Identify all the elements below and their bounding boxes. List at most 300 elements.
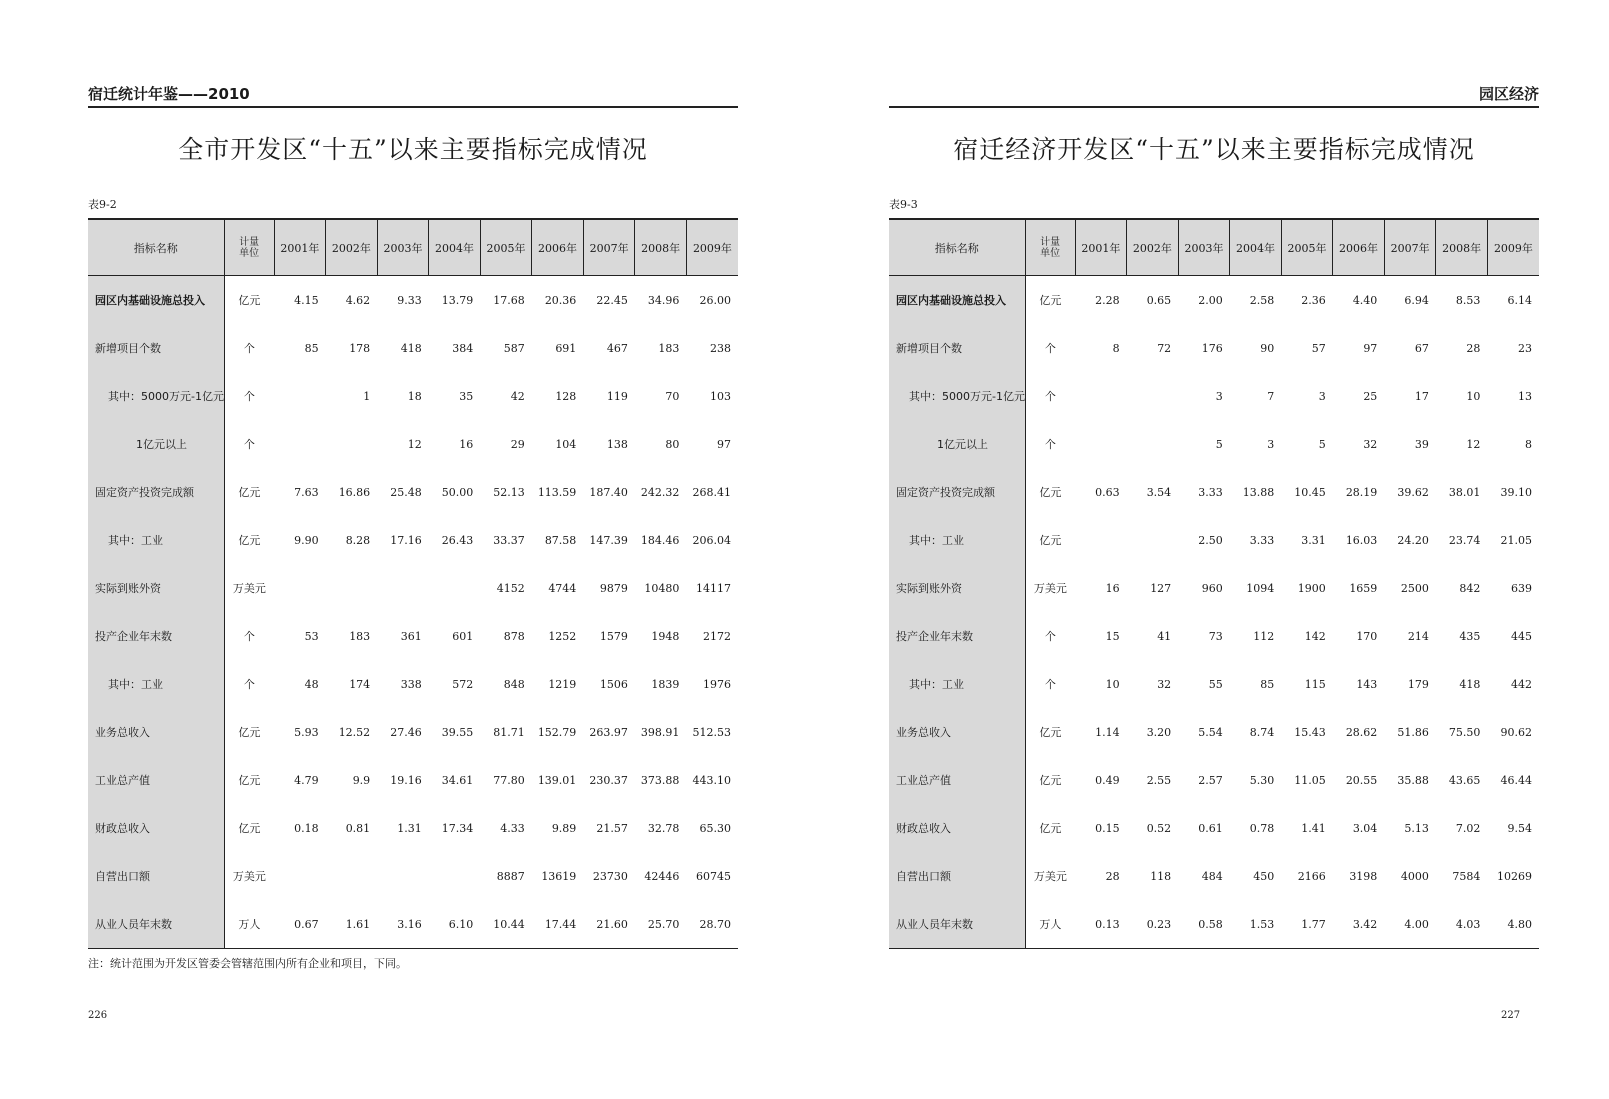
value-cell: [326, 852, 378, 900]
value-cell: 85: [1260, 677, 1275, 691]
value-cell: 24.20: [1397, 533, 1429, 547]
stat-table: [889, 218, 1539, 949]
indicator-name: 业务总收入: [889, 708, 1025, 756]
value-cell: 34.96: [647, 293, 680, 307]
value-cell: [1075, 420, 1127, 468]
value-cell: 32: [1157, 677, 1172, 691]
unit-cell: 万美元: [232, 870, 266, 883]
value-cell: 450: [1253, 869, 1275, 883]
value-cell: 16.86: [338, 485, 371, 499]
header-year: 2005年: [480, 219, 532, 276]
value-cell: 3: [1215, 389, 1223, 403]
value-cell: 81.71: [493, 725, 525, 739]
value-cell: 3.31: [1301, 533, 1326, 547]
value-cell: 1252: [548, 629, 577, 643]
value-cell: [274, 852, 326, 900]
value-cell: 48: [304, 677, 319, 691]
value-cell: 178: [349, 341, 371, 355]
table-row: [889, 372, 1539, 420]
value-cell: 1.14: [1095, 725, 1120, 739]
value-cell: 960: [1201, 581, 1223, 595]
unit-cell: 万人: [1025, 900, 1075, 949]
running-head-text: 园区经济: [1478, 85, 1539, 103]
indicator-name: 1亿元以上: [88, 420, 224, 468]
value-cell: 73: [1208, 629, 1223, 643]
value-cell: 19.16: [390, 773, 422, 787]
value-cell: 7.02: [1455, 821, 1481, 835]
header-year: 2006年: [532, 219, 584, 276]
value-cell: 1094: [1246, 581, 1275, 595]
header-unit: [224, 219, 274, 276]
value-cell: 16: [1105, 581, 1120, 595]
value-cell: 28.62: [1345, 725, 1378, 739]
header-unit-line1: 计量: [1040, 236, 1061, 248]
unit-cell: 亿元: [238, 294, 261, 307]
value-cell: 1976: [703, 677, 731, 691]
table-number: 表9-2: [88, 198, 117, 211]
unit-cell: 亿元: [1039, 486, 1062, 499]
value-cell: 128: [555, 389, 577, 403]
header-unit-line2: 单位: [239, 247, 260, 259]
value-cell: 0.78: [1249, 821, 1275, 835]
value-cell: 4.15: [294, 293, 319, 307]
unit-cell: 亿元: [238, 726, 261, 739]
value-cell: 23.74: [1448, 533, 1481, 547]
value-cell: 1659: [1349, 581, 1378, 595]
value-cell: 60745: [696, 869, 731, 883]
table-row: [889, 612, 1539, 660]
value-cell: 5.13: [1404, 821, 1429, 835]
indicator-name: 业务总收入: [88, 708, 224, 756]
value-cell: 2500: [1400, 581, 1429, 595]
table-row: [88, 804, 738, 852]
value-cell: 26.00: [699, 293, 731, 307]
value-cell: 484: [1201, 869, 1223, 883]
header-year: 2003年: [377, 219, 429, 276]
header-row: [88, 219, 738, 276]
page-number: 227: [1501, 1010, 1521, 1021]
running-head: [889, 84, 1539, 108]
value-cell: 467: [606, 341, 628, 355]
value-cell: 0.13: [1075, 900, 1127, 949]
header-unit: [1025, 219, 1075, 276]
value-cell: [429, 564, 481, 612]
value-cell: 7.63: [294, 485, 319, 499]
value-cell: 27.46: [390, 725, 422, 739]
value-cell: 7: [1267, 389, 1275, 403]
running-head: [88, 84, 738, 108]
header-year: 2007年: [583, 219, 635, 276]
value-cell: 22.45: [596, 293, 628, 307]
value-cell: 3: [1267, 437, 1275, 451]
header-year: 2002年: [1127, 219, 1179, 276]
value-cell: 16.03: [1345, 533, 1378, 547]
value-cell: 16: [459, 437, 474, 451]
value-cell: 8.28: [345, 533, 371, 547]
unit-cell: 亿元: [238, 486, 261, 499]
unit-cell: 个: [243, 630, 255, 643]
value-cell: 0.81: [345, 821, 371, 835]
value-cell: 587: [503, 341, 525, 355]
value-cell: 4.62: [345, 293, 371, 307]
value-cell: 9.90: [294, 533, 319, 547]
value-cell: 418: [1459, 677, 1481, 691]
value-cell: 174: [349, 677, 371, 691]
value-cell: 1506: [599, 677, 628, 691]
header-unit-line1: 计量: [239, 236, 260, 248]
value-cell: 77.80: [493, 773, 525, 787]
indicator-name: 新增项目个数: [889, 324, 1025, 372]
value-cell: 0.18: [294, 821, 319, 835]
value-cell: 12: [1466, 437, 1481, 451]
value-cell: 230.37: [589, 773, 628, 787]
header-year: 2006年: [1333, 219, 1385, 276]
header-indicator-name: 指标名称: [88, 219, 224, 276]
header-unit-line2: 单位: [1040, 247, 1061, 259]
unit-cell: 个: [1044, 438, 1056, 451]
value-cell: 1219: [548, 677, 577, 691]
indicator-name: 财政总收入: [889, 804, 1025, 852]
value-cell: 1.77: [1281, 900, 1333, 949]
value-cell: 8.74: [1249, 725, 1275, 739]
value-cell: 118: [1150, 869, 1172, 883]
value-cell: 4.00: [1384, 900, 1436, 949]
value-cell: 13.88: [1242, 485, 1275, 499]
value-cell: 0.49: [1095, 773, 1120, 787]
table-row: [889, 804, 1539, 852]
value-cell: [377, 564, 429, 612]
table-row: [88, 468, 738, 516]
value-cell: 28: [1105, 869, 1120, 883]
value-cell: 0.67: [274, 900, 326, 949]
value-cell: 0.23: [1127, 900, 1179, 949]
value-cell: [274, 372, 326, 420]
indicator-name: 园区内基础设施总投入: [88, 276, 224, 325]
value-cell: 113.59: [537, 485, 577, 499]
value-cell: 4.80: [1487, 900, 1539, 949]
table-row: [88, 708, 738, 756]
value-cell: 20.36: [544, 293, 577, 307]
value-cell: 2172: [703, 629, 731, 643]
value-cell: 139.01: [537, 773, 577, 787]
value-cell: 10: [1466, 389, 1481, 403]
value-cell: 0.61: [1198, 821, 1223, 835]
value-cell: 11.05: [1294, 773, 1326, 787]
indicator-name: 自营出口额: [889, 852, 1025, 900]
table-row: [889, 660, 1539, 708]
table-row: [88, 756, 738, 804]
value-cell: 3.33: [1249, 533, 1275, 547]
value-cell: 4.33: [500, 821, 525, 835]
unit-cell: 个: [243, 678, 255, 691]
value-cell: 263.97: [589, 725, 628, 739]
indicator-name: 自营出口额: [88, 852, 224, 900]
indicator-name: 固定资产投资完成额: [88, 468, 224, 516]
table-row: [889, 708, 1539, 756]
value-cell: 848: [503, 677, 525, 691]
value-cell: 15.43: [1294, 725, 1326, 739]
value-cell: 25.70: [635, 900, 687, 949]
value-cell: 2.57: [1198, 773, 1223, 787]
value-cell: 13: [1518, 389, 1532, 403]
unit-cell: 亿元: [1039, 534, 1062, 547]
value-cell: 67: [1414, 341, 1429, 355]
value-cell: 4.40: [1352, 293, 1378, 307]
value-cell: 1579: [599, 629, 628, 643]
value-cell: 1.61: [326, 900, 378, 949]
indicator-name: 投产企业年末数: [889, 612, 1025, 660]
value-cell: 75.50: [1448, 725, 1481, 739]
indicator-name: 1亿元以上: [889, 420, 1025, 468]
value-cell: 39: [1414, 437, 1429, 451]
unit-cell: 万美元: [232, 582, 266, 595]
value-cell: 29: [510, 437, 525, 451]
value-cell: 183: [349, 629, 371, 643]
value-cell: 6.94: [1404, 293, 1429, 307]
unit-cell: 个: [1044, 678, 1056, 691]
table-number: 表9-3: [889, 198, 918, 211]
value-cell: 10.44: [480, 900, 532, 949]
unit-cell: 个: [243, 342, 255, 355]
value-cell: 119: [606, 389, 628, 403]
value-cell: 338: [400, 677, 422, 691]
value-cell: 104: [555, 437, 577, 451]
value-cell: 5.30: [1249, 773, 1275, 787]
value-cell: 691: [555, 341, 577, 355]
table-row: [889, 756, 1539, 804]
unit-cell: 万美元: [1033, 582, 1067, 595]
header-year: 2003年: [1178, 219, 1230, 276]
table-row: [889, 900, 1539, 949]
value-cell: 80: [665, 437, 680, 451]
value-cell: 17.68: [493, 293, 525, 307]
value-cell: [274, 564, 326, 612]
value-cell: 572: [452, 677, 474, 691]
value-cell: 42446: [644, 869, 680, 883]
value-cell: 0.15: [1095, 821, 1120, 835]
value-cell: 398.91: [640, 725, 680, 739]
unit-cell: 亿元: [238, 822, 261, 835]
value-cell: 65.30: [699, 821, 731, 835]
unit-cell: 个: [1044, 630, 1056, 643]
value-cell: 17.16: [390, 533, 422, 547]
value-cell: 601: [452, 629, 474, 643]
value-cell: 13.79: [441, 293, 474, 307]
unit-cell: 亿元: [1039, 822, 1062, 835]
value-cell: 184.46: [640, 533, 680, 547]
value-cell: 9.33: [397, 293, 422, 307]
value-cell: 8887: [496, 869, 525, 883]
table-row: [889, 516, 1539, 564]
value-cell: 70: [665, 389, 680, 403]
table-row: [889, 420, 1539, 468]
value-cell: 2.50: [1198, 533, 1223, 547]
header-year: 2004年: [1230, 219, 1282, 276]
value-cell: 17: [1414, 389, 1429, 403]
value-cell: 23: [1518, 341, 1532, 355]
value-cell: 143: [1356, 677, 1378, 691]
value-cell: 3.04: [1352, 821, 1378, 835]
page-title: 全市开发区“十五”以来主要指标完成情况: [178, 135, 648, 164]
value-cell: 85: [304, 341, 319, 355]
table-row: [889, 324, 1539, 372]
value-cell: 142: [1304, 629, 1326, 643]
indicator-name: 其中：5000万元-1亿元: [889, 372, 1025, 420]
table-row: [88, 612, 738, 660]
value-cell: 9.54: [1507, 821, 1532, 835]
value-cell: 2.00: [1198, 293, 1223, 307]
value-cell: [274, 420, 326, 468]
value-cell: 4.79: [294, 773, 319, 787]
value-cell: 3198: [1349, 869, 1378, 883]
value-cell: 242.32: [640, 485, 680, 499]
indicator-name: 固定资产投资完成额: [889, 468, 1025, 516]
value-cell: 445: [1511, 629, 1532, 643]
value-cell: [377, 852, 429, 900]
footnote: 注：统计范围为开发区管委会管辖范围内所有企业和项目，下同。: [88, 957, 407, 970]
value-cell: 2.28: [1095, 293, 1120, 307]
value-cell: 2.36: [1301, 293, 1326, 307]
table-row: [88, 276, 738, 325]
header-year: 2005年: [1281, 219, 1333, 276]
value-cell: 0.52: [1146, 821, 1172, 835]
table-row: [889, 852, 1539, 900]
value-cell: 52.13: [493, 485, 525, 499]
value-cell: 152.79: [537, 725, 577, 739]
header-year: 2009年: [686, 219, 738, 276]
value-cell: 115: [1304, 677, 1326, 691]
value-cell: 1.53: [1230, 900, 1282, 949]
value-cell: 7584: [1452, 869, 1481, 883]
value-cell: 10.45: [1294, 485, 1326, 499]
indicator-name: 其中：5000万元-1亿元: [88, 372, 224, 420]
unit-cell: 亿元: [238, 534, 261, 547]
header-year: 2007年: [1384, 219, 1436, 276]
value-cell: [1075, 372, 1127, 420]
value-cell: 10269: [1497, 869, 1532, 883]
value-cell: 39.55: [441, 725, 474, 739]
value-cell: 3.42: [1333, 900, 1385, 949]
value-cell: 10: [1105, 677, 1120, 691]
table-row: [889, 564, 1539, 612]
value-cell: 57: [1311, 341, 1326, 355]
value-cell: [429, 852, 481, 900]
value-cell: 5.54: [1198, 725, 1223, 739]
indicator-name: 其中：工业: [889, 516, 1025, 564]
value-cell: 9.9: [352, 773, 371, 787]
value-cell: 639: [1511, 581, 1532, 595]
stat-table: [88, 218, 738, 949]
value-cell: 0.63: [1095, 485, 1120, 499]
value-cell: 373.88: [640, 773, 680, 787]
header-year: 2001年: [1075, 219, 1127, 276]
indicator-name: 其中：工业: [889, 660, 1025, 708]
value-cell: 42: [510, 389, 525, 403]
table-row: [88, 324, 738, 372]
value-cell: 268.41: [692, 485, 731, 499]
value-cell: 20.55: [1345, 773, 1378, 787]
value-cell: 127: [1150, 581, 1172, 595]
value-cell: 5: [1318, 437, 1326, 451]
value-cell: 21.60: [583, 900, 635, 949]
unit-cell: 个: [243, 390, 255, 403]
value-cell: 443.10: [692, 773, 731, 787]
value-cell: 6.10: [429, 900, 481, 949]
header-year: 2008年: [635, 219, 687, 276]
value-cell: 512.53: [692, 725, 731, 739]
value-cell: 442: [1511, 677, 1532, 691]
value-cell: 12: [407, 437, 422, 451]
value-cell: 97: [1363, 341, 1378, 355]
value-cell: 33.37: [493, 533, 525, 547]
value-cell: 8.53: [1455, 293, 1481, 307]
value-cell: 0.65: [1146, 293, 1172, 307]
value-cell: [1075, 516, 1127, 564]
value-cell: 39.10: [1500, 485, 1532, 499]
indicator-name: 从业人员年末数: [88, 900, 224, 949]
value-cell: 13619: [541, 869, 577, 883]
value-cell: 90.62: [1500, 725, 1532, 739]
unit-cell: 亿元: [238, 774, 261, 787]
table-row: [889, 276, 1539, 325]
value-cell: 206.04: [692, 533, 731, 547]
indicator-name: 实际到账外资: [889, 564, 1025, 612]
value-cell: 0.58: [1178, 900, 1230, 949]
value-cell: [1127, 372, 1179, 420]
unit-cell: 个: [243, 438, 255, 451]
value-cell: 41: [1157, 629, 1172, 643]
value-cell: 97: [717, 437, 731, 451]
value-cell: 28.70: [686, 900, 738, 949]
value-cell: 38.01: [1448, 485, 1481, 499]
value-cell: 183: [658, 341, 680, 355]
value-cell: 90: [1260, 341, 1275, 355]
header-indicator-name: 指标名称: [889, 219, 1025, 276]
value-cell: [1127, 516, 1179, 564]
value-cell: 214: [1407, 629, 1429, 643]
value-cell: 25: [1363, 389, 1378, 403]
value-cell: 435: [1459, 629, 1481, 643]
value-cell: 12.52: [338, 725, 371, 739]
value-cell: 21.57: [596, 821, 628, 835]
value-cell: 32: [1363, 437, 1378, 451]
unit-cell: 个: [1044, 390, 1056, 403]
value-cell: 5.93: [294, 725, 319, 739]
value-cell: 26.43: [441, 533, 474, 547]
unit-cell: 个: [1044, 342, 1056, 355]
indicator-name: 投产企业年末数: [88, 612, 224, 660]
value-cell: 4.03: [1436, 900, 1488, 949]
value-cell: 384: [452, 341, 474, 355]
header-year: 2002年: [326, 219, 378, 276]
value-cell: 176: [1201, 341, 1223, 355]
indicator-name: 实际到账外资: [88, 564, 224, 612]
header-year: 2008年: [1436, 219, 1488, 276]
value-cell: 9879: [599, 581, 628, 595]
value-cell: 361: [400, 629, 422, 643]
value-cell: 18: [407, 389, 422, 403]
value-cell: 87.58: [544, 533, 577, 547]
table-row: [88, 900, 738, 949]
value-cell: 9.89: [551, 821, 577, 835]
value-cell: 5: [1215, 437, 1223, 451]
table-row: [88, 516, 738, 564]
table-row: [88, 420, 738, 468]
header-row: [889, 219, 1539, 276]
table-row: [88, 660, 738, 708]
value-cell: 23730: [592, 869, 628, 883]
value-cell: 21.05: [1500, 533, 1532, 547]
